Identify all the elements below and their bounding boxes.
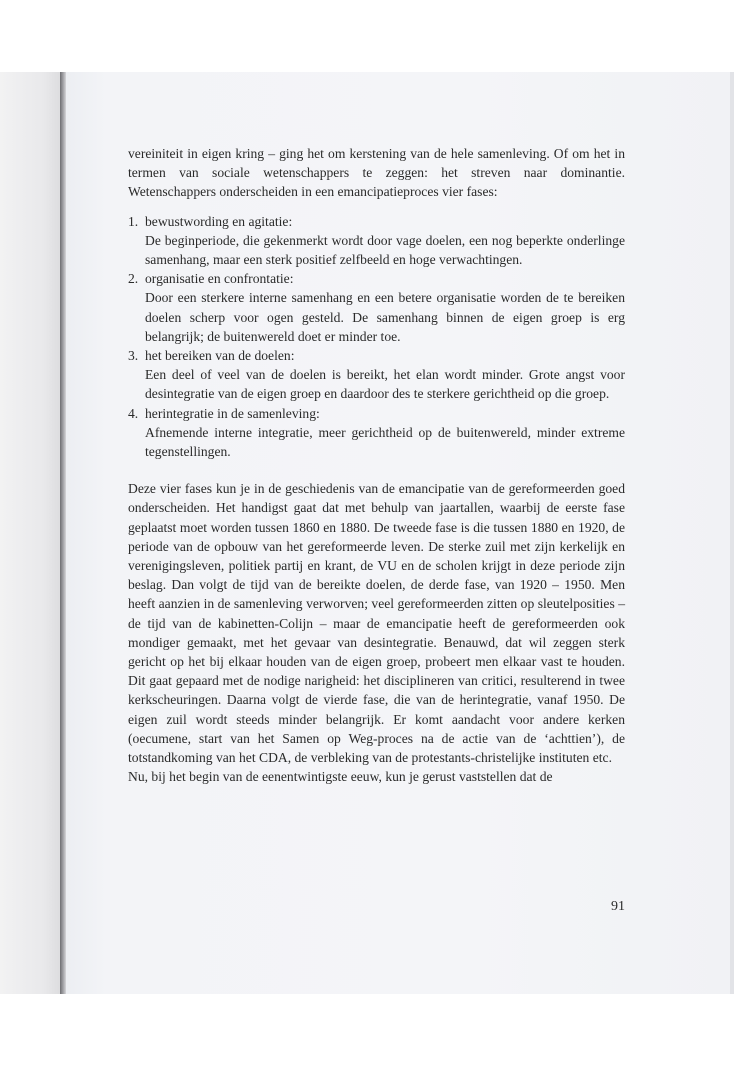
phase-title: bewustwording en agitatie: xyxy=(145,213,293,229)
phase-title: herintegratie in de samenleving: xyxy=(145,405,320,421)
phase-number: 3. xyxy=(128,348,139,364)
page-edge xyxy=(730,72,734,994)
phase-description: De beginperiode, die gekenmerkt wordt door vage doelen, een nog beperkte onderlinge samenhang, maar een sterk positief zelfbeeld en hoge verwachtingen. xyxy=(145,232,625,268)
phase-description: Afnemende interne integratie, meer gerichtheid op de buitenwereld, minder extreme tegenstellingen. xyxy=(145,424,625,460)
phase-number: 2. xyxy=(128,271,139,287)
phase-list xyxy=(128,212,625,462)
phase-title: organisatie en confrontatie: xyxy=(145,271,294,287)
left-page-gutter xyxy=(0,72,62,994)
phase-title: het bereiken van de doelen: xyxy=(145,348,295,364)
list-item xyxy=(128,212,625,270)
phase-number: 1. xyxy=(128,213,139,229)
closing-line: Nu, bij het begin van de eenentwintigste eeuw, kun je gerust vaststellen dat de xyxy=(128,769,553,785)
list-item xyxy=(128,269,625,346)
page-text xyxy=(128,144,625,787)
phase-description: Door een sterkere interne samenhang en een betere organisatie worden de te bereiken doelen scherp voor ogen gesteld. De samenhang binnen de eigen groep is erg belangrijk; de buitenwereld doet er minder toe. xyxy=(145,290,625,344)
list-item xyxy=(128,346,625,404)
page-number: 91 xyxy=(611,899,625,914)
list-item xyxy=(128,404,625,462)
phase-number: 4. xyxy=(128,405,139,421)
intro-paragraph: vereiniteit in eigen kring – ging het om kerstening van de hele samenleving. Of om het in termen van sociale wetenschappers te zeggen: het streven naar dominantie. Wetenschappers onderscheiden in een emancipatieproces vier fases: xyxy=(128,146,625,200)
paragraph-spacer xyxy=(128,461,625,479)
phase-description: Een deel of veel van de doelen is bereikt, het elan wordt minder. Grote angst voor desintegratie van de eigen groep en daardoor des te sterkere gerichtheid op die groep. xyxy=(145,367,625,402)
body-paragraph: Deze vier fases kun je in de geschiedenis van de emancipatie van de gereformeerden goed onderscheiden. Het handigst gaat dat met behulp van jaartallen, waarbij de eerste fase geplaatst moet worden tussen 1860 en 1880. De tweede fase is die tussen 1880 en 1920, de periode van de opbouw van het gereformeerde leven. De sterke zuil met zijn kerkelijk en verenigingsleven, politiek partij en krant, de VU en de scholen krijgt in deze periode zijn beslag. Dan volgt de tijd van de bereikte doelen, de derde fase, van 1920 – 1950. Men heeft aanzien in de samenleving verworven; veel gereformeerden zitten op sleutelposities – de tijd van de kabinetten-Colijn – maar de emancipatie heeft de gereformeerden ook mondiger gemaakt, met het gevaar van desintegratie. Benauwd, dat wil zeggen sterk gericht op het bij elkaar houden van de eigen groep, probeert men elkaar vast te houden. Dit gaat gepaard met de nodige narigheid: het disciplineren van critici, resulterend in twee kerkscheuringen. Daarna volgt de vierde fase, die van de herintegratie, vanaf 1950. De eigen zuil wordt steeds minder belangrijk. Er komt aandacht voor andere kerken (oecumene, start van het Samen op Weg-proces na de actie van de ‘achttien’), de totstandkoming van het CDA, de verbleking van de protestants-christelijke instituten etc. xyxy=(128,481,625,766)
